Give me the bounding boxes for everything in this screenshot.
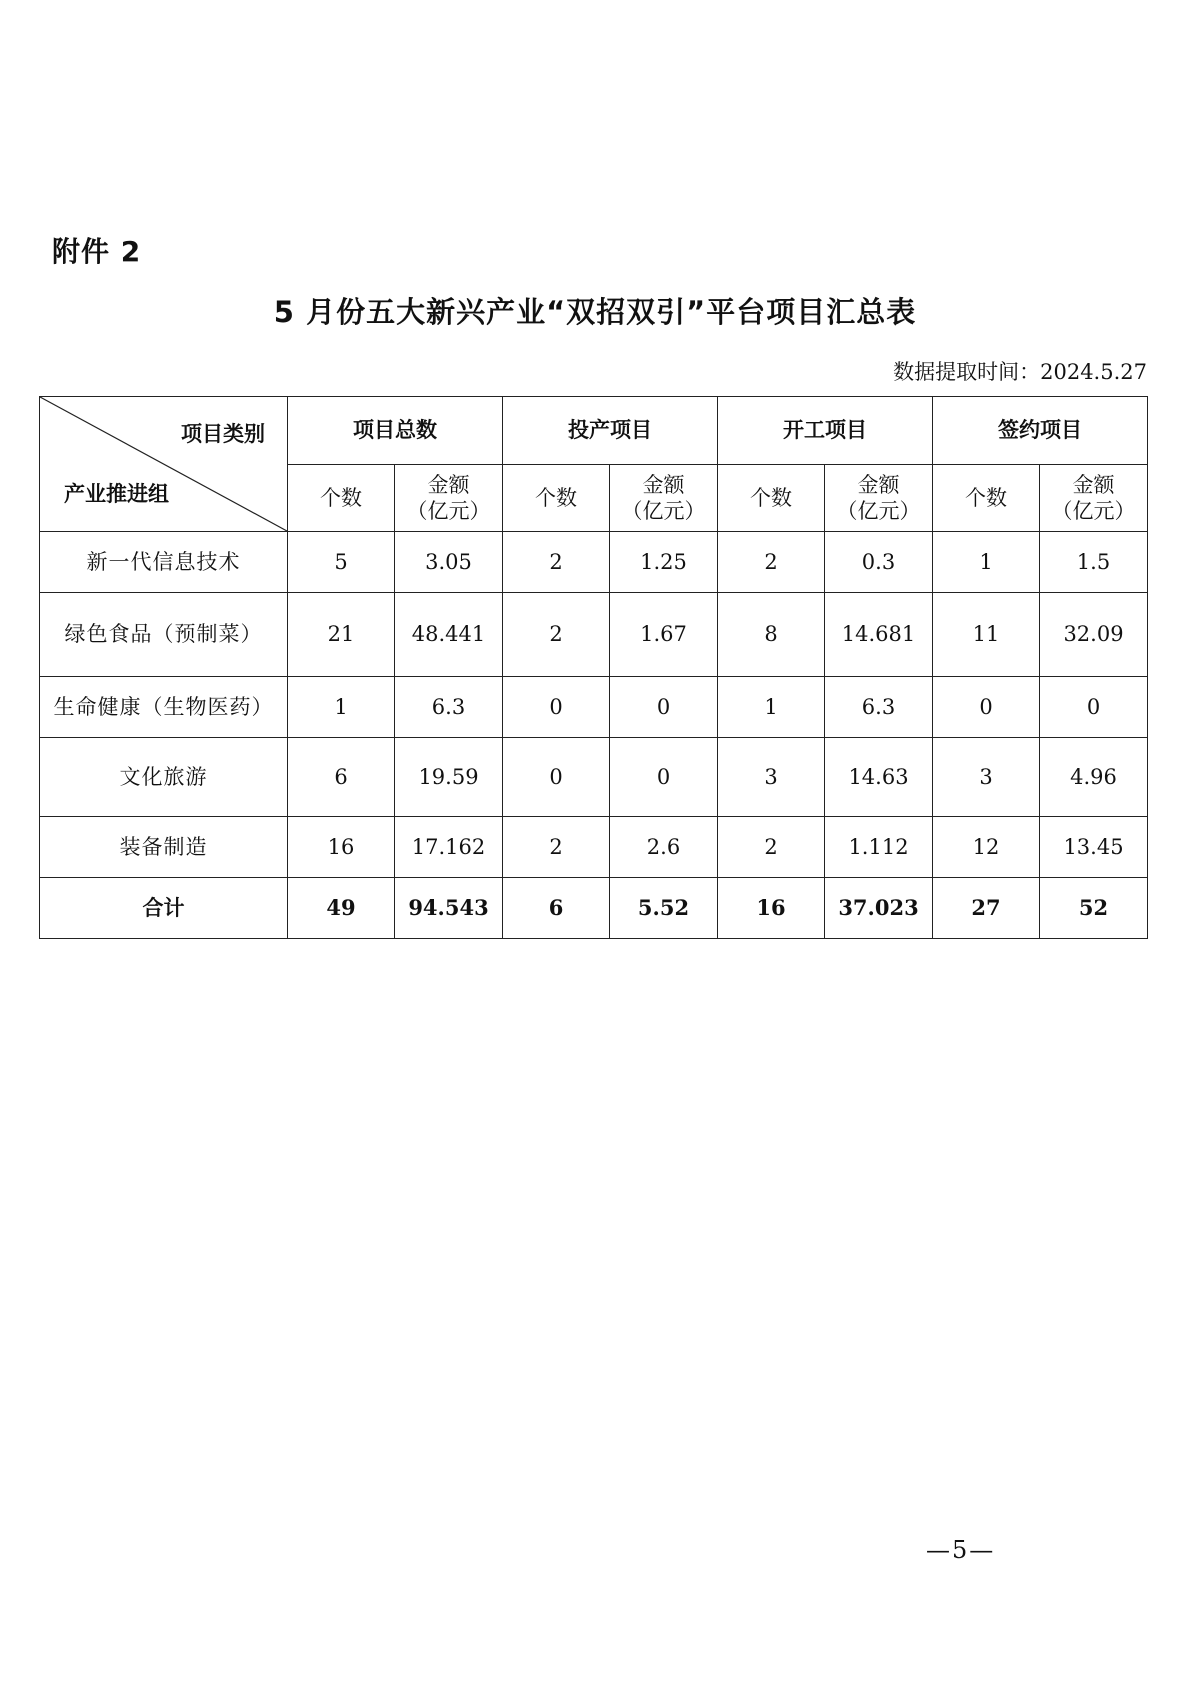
cell-total-amount: 48.441 <box>395 593 503 677</box>
total-production-count: 6 <box>503 878 610 939</box>
table-row <box>40 738 1148 817</box>
cell-production-amount: 0 <box>610 738 718 817</box>
total-row <box>40 878 1148 939</box>
amount-label: 金额 <box>427 472 470 497</box>
data-extract-time: 数据提取时间：2024.5.27 <box>893 360 1147 384</box>
total-production-amount: 5.52 <box>610 878 718 939</box>
project-category-label: 项目类别 <box>181 422 265 446</box>
cell-production-count: 0 <box>503 738 610 817</box>
cell-total-amount: 3.05 <box>395 532 503 593</box>
document-title: 5 月份五大新兴产业“双招双引”平台项目汇总表 <box>273 295 917 329</box>
cell-production-count: 2 <box>503 817 610 878</box>
sub-header-count: 个数 <box>288 465 395 532</box>
row-label: 生命健康（生物医药） <box>40 677 288 738</box>
cell-total-count: 16 <box>288 817 395 878</box>
amount-label: 金额 <box>1072 472 1115 497</box>
diagonal-header-cell <box>40 397 288 532</box>
cell-production-amount: 2.6 <box>610 817 718 878</box>
amount-unit: （亿元） <box>1051 499 1136 523</box>
amount-label: 金额 <box>642 472 685 497</box>
amount-label: 金额 <box>857 472 900 497</box>
total-signed-amount: 52 <box>1040 878 1148 939</box>
cell-signed-count: 0 <box>933 677 1040 738</box>
industry-group-label: 产业推进组 <box>64 481 169 506</box>
cell-construction-amount: 14.63 <box>825 738 933 817</box>
cell-total-count: 6 <box>288 738 395 817</box>
cell-production-count: 2 <box>503 593 610 677</box>
cell-signed-amount: 32.09 <box>1040 593 1148 677</box>
sub-header-count: 个数 <box>933 465 1040 532</box>
total-construction-count: 16 <box>718 878 825 939</box>
cell-total-amount: 19.59 <box>395 738 503 817</box>
amount-unit: （亿元） <box>836 499 921 523</box>
total-label: 合计 <box>40 878 288 939</box>
cell-construction-count: 3 <box>718 738 825 817</box>
sub-header-amount <box>825 465 933 532</box>
attachment-label: 附件 2 <box>52 235 142 268</box>
sub-header-amount <box>610 465 718 532</box>
cell-signed-amount: 13.45 <box>1040 817 1148 878</box>
cell-signed-count: 12 <box>933 817 1040 878</box>
cell-construction-amount: 0.3 <box>825 532 933 593</box>
cell-signed-count: 11 <box>933 593 1040 677</box>
table-row <box>40 677 1148 738</box>
amount-unit: （亿元） <box>621 499 706 523</box>
total-amount: 94.543 <box>395 878 503 939</box>
table-row <box>40 532 1148 593</box>
cell-construction-amount: 6.3 <box>825 677 933 738</box>
cell-production-amount: 1.25 <box>610 532 718 593</box>
diagonal-line <box>40 397 287 531</box>
cell-signed-count: 3 <box>933 738 1040 817</box>
table-row <box>40 593 1148 677</box>
cell-total-count: 1 <box>288 677 395 738</box>
cell-total-amount: 6.3 <box>395 677 503 738</box>
total-construction-amount: 37.023 <box>825 878 933 939</box>
row-label: 新一代信息技术 <box>40 532 288 593</box>
total-count: 49 <box>288 878 395 939</box>
cell-signed-amount: 1.5 <box>1040 532 1148 593</box>
sub-header-count: 个数 <box>503 465 610 532</box>
project-summary-table <box>39 396 1148 939</box>
cell-construction-amount: 14.681 <box>825 593 933 677</box>
cell-construction-count: 8 <box>718 593 825 677</box>
cell-total-count: 21 <box>288 593 395 677</box>
group-header-signed: 签约项目 <box>933 397 1148 465</box>
sub-header-count: 个数 <box>718 465 825 532</box>
cell-total-amount: 17.162 <box>395 817 503 878</box>
cell-signed-count: 1 <box>933 532 1040 593</box>
cell-construction-count: 2 <box>718 532 825 593</box>
row-label: 绿色食品（预制菜） <box>40 593 288 677</box>
header-row-groups <box>40 397 1148 465</box>
cell-production-count: 2 <box>503 532 610 593</box>
group-header-construction: 开工项目 <box>718 397 933 465</box>
cell-total-count: 5 <box>288 532 395 593</box>
sub-header-amount <box>395 465 503 532</box>
row-label: 文化旅游 <box>40 738 288 817</box>
sub-header-amount <box>1040 465 1148 532</box>
page-number: —5— <box>926 1536 996 1564</box>
cell-production-amount: 1.67 <box>610 593 718 677</box>
row-label: 装备制造 <box>40 817 288 878</box>
cell-construction-count: 1 <box>718 677 825 738</box>
group-header-total: 项目总数 <box>288 397 503 465</box>
total-signed-count: 27 <box>933 878 1040 939</box>
cell-signed-amount: 0 <box>1040 677 1148 738</box>
cell-construction-amount: 1.112 <box>825 817 933 878</box>
cell-production-amount: 0 <box>610 677 718 738</box>
table-row <box>40 817 1148 878</box>
group-header-production: 投产项目 <box>503 397 718 465</box>
cell-construction-count: 2 <box>718 817 825 878</box>
cell-production-count: 0 <box>503 677 610 738</box>
amount-unit: （亿元） <box>406 499 491 523</box>
cell-signed-amount: 4.96 <box>1040 738 1148 817</box>
